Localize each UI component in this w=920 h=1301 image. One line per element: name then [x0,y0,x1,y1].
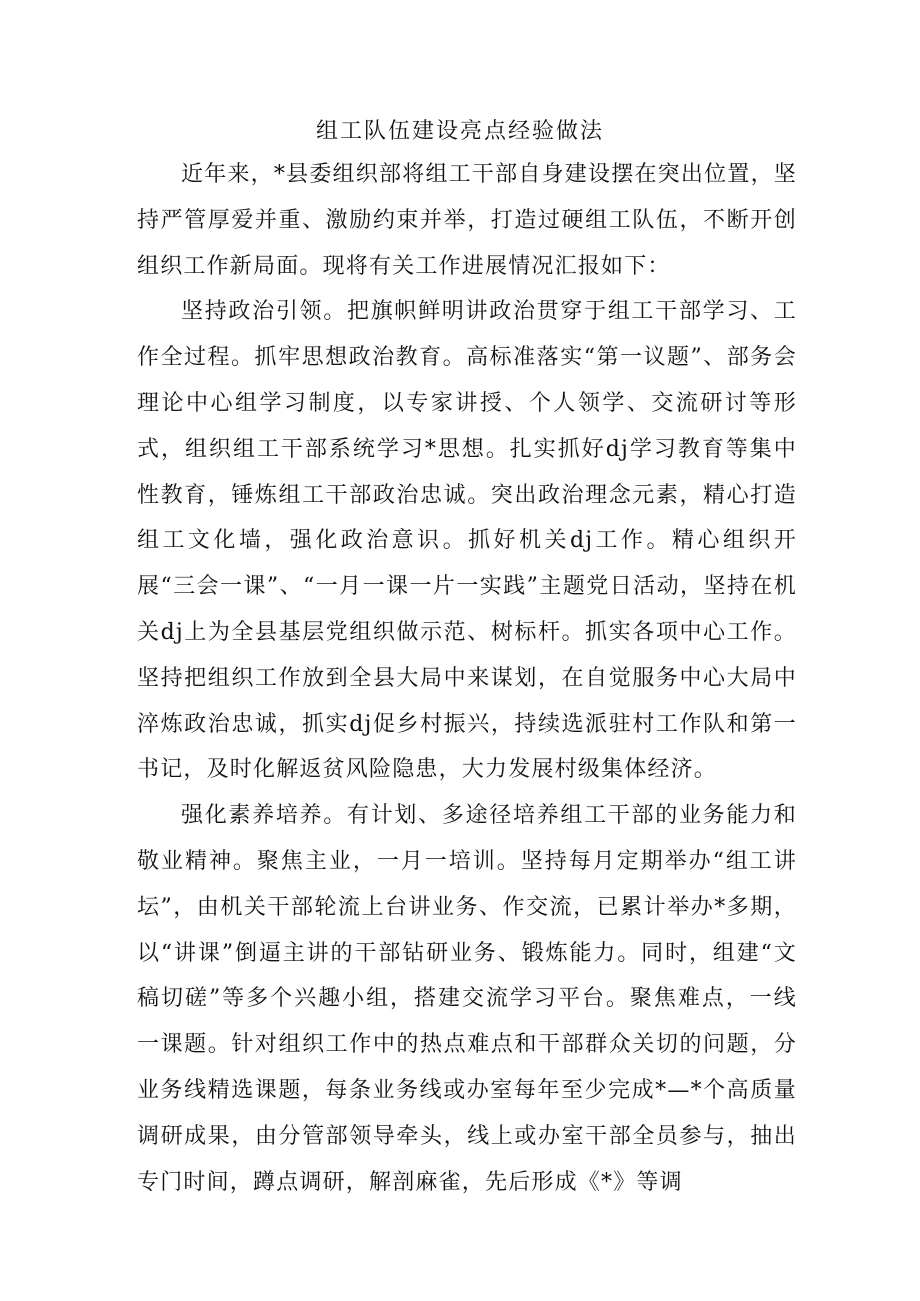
paragraph-quality-training: 强化素养培养。有计划、多途径培养组工干部的业务能力和敬业精神。聚焦主业，一月一培训。坚持每月定期举办“组工讲坛”，由机关干部轮流上台讲业务、作交流，已累计举办*多期，以“讲课”倒逼主讲的干部钻研业务、锻炼能力。同时，组建“文稿切磋”等多个兴趣小组，搭建交流学习平台。聚焦难点，一线一课题。针对组织工作中的热点难点和干部群众关切的问题，分业务线精选课题，每条业务线或办室每年至少完成*—*个高质量调研成果，由分管部领导牵头，线上或办室干部全员参与，抽出专门时间，蹲点调研，解剖麻雀，先后形成《*》等调 [137,803,797,1195]
document-title: 组工队伍建设亮点经验做法 [315,119,604,144]
paragraph-intro: 近年来，*县委组织部将组工干部自身建设摆在突出位置，坚持严管厚爱并重、激励约束并举，打造过硬组工队伍，不断开创组织工作新局面。现将有关工作进展情况汇报如下： [137,162,797,279]
paragraph-political-leadership: 坚持政治引领。把旗帜鲜明讲政治贯穿于组工干部学习、工作全过程。抓牢思想政治教育。高标准落实“第一议题”、部务会理论中心组学习制度，以专家讲授、个人领学、交流研讨等形式，组织组工干部系统学习*思想。扎实抓好dj学习教育等集中性教育，锤炼组工干部政治忠诚。突出政治理念元素，精心打造组工文化墙，强化政治意识。抓好机关dj工作。精心组织开展“三会一课”、“一月一课一片一实践”主题党日活动，坚持在机关dj上为全县基层党组织做示范、树标杆。抓实各项中心工作。坚持把组织工作放到全县大局中来谋划，在自觉服务中心大局中淬炼政治忠诚，抓实dj促乡村振兴，持续选派驻村工作队和第一书记，及时化解返贫风险隐患，大力发展村级集体经济。 [137,299,797,783]
document-body [137,152,797,1205]
